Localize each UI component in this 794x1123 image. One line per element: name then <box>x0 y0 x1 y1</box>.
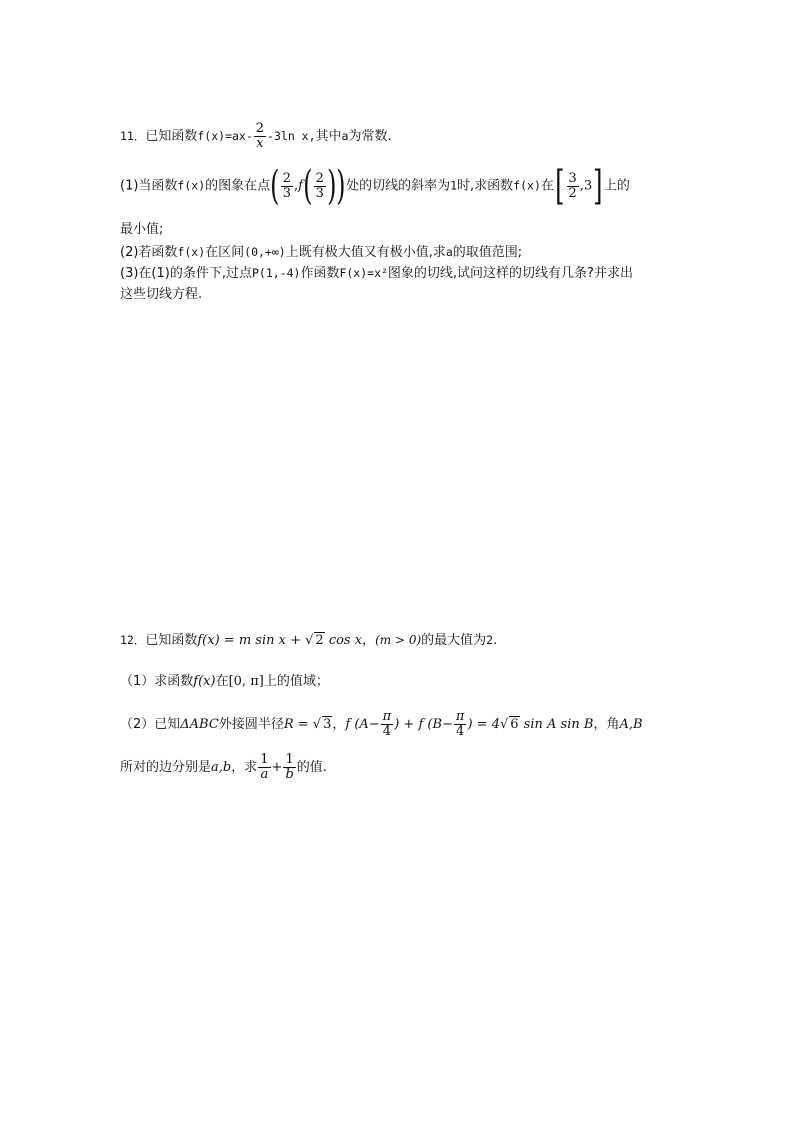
fraction: $\frac{2}{x}$ <box>255 121 265 151</box>
problem-12-part-1: （1）求函数f(x)在[0, π]上的值域； <box>120 674 329 689</box>
problem-number: 12． <box>120 633 146 647</box>
problem-11-part-2: (2)若函数f(x)在区间(0,+∞)上既有极大值又有极小值,求a的取值范围; <box>120 245 523 260</box>
problem-11-part-3: (3)在(1)的条件下,过点P(1,-4)作函数F(x)=x²图象的切线,试问这样的切线有几条?并求出 <box>120 266 633 281</box>
problem-number: 11． <box>120 129 146 143</box>
problem-11-stem: 11．已知函数f(x)=ax- $\frac{2}{x}$ -3ln x,其中a为常数. <box>120 121 392 151</box>
problem-11-part-1: (1)当函数f(x)的图象在点( $\frac{2}{3}$ ,f( $\frac{2}{3}$ ))处的切线的斜率为1时,求函数f(x)在[ $\frac{3}{2}$ ,3]上的 <box>120 163 630 209</box>
problem-11-part-1-cont: 最小值; <box>120 222 164 237</box>
problem-12-part-2-cont: 所对的边分别是a,b，求 $\frac{1}{a}$ + $\frac{1}{b}$ 的值. <box>120 752 327 782</box>
problem-12-stem: 12．已知函数f(x) = m sin x + √ 2 cos x，(m > 0)的最大值为2. <box>120 633 498 648</box>
problem-12-part-2: （2）已知ΔABC外接圆半径R = √ 3，f (A− $\frac{\pi}{4}$ ) + f (B− $\frac{\pi}{4}$ ) = 4√ 6 sin A sin B，角A,B <box>120 709 643 739</box>
problem-11-part-3-cont: 这些切线方程. <box>120 287 203 302</box>
